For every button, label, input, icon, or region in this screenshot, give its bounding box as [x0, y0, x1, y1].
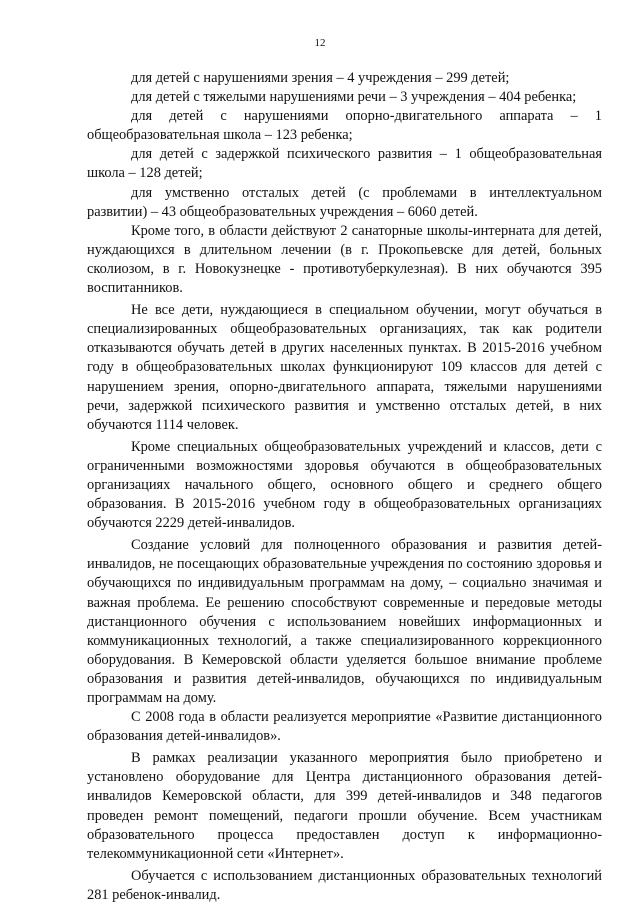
paragraph-home-education: Создание условий для полноценного образования и развития детей-инвалидов, не посещающих образовательные учреждения по состоянию здоровья и обучающихся по индивидуальным программам на дому, – социально значимая и важная проблема. Ее решению способствуют современные и передовые методы дистанционного обучения с использованием новейших информационных и коммуникационных технологий, а также специализированного коррекционного оборудования. В Кемеровской области уделяется большое внимание проблеме образования и развития детей-инвалидов, обучающихся по индивидуальным программам на дому. [87, 537, 602, 706]
paragraph-special-classes: Не все дети, нуждающиеся в специальном обучении, могут обучаться в специализированных общеобразовательных организациях, так как родители отказываются обучать детей в других населенных пунктах. В 2015-2016 учебном году в общеобразовательных школах функционируют 109 классов для детей с нарушением зрения, опорно-двигательного аппарата, тяжелыми нарушениями речи, задержкой психического развития и умственно отсталых детей, в них обучаются 1114 человек. [87, 302, 602, 433]
paragraph-sanatorium-schools: Кроме того, в области действуют 2 санаторные школы-интерната для детей, нуждающихся в длительном лечении (в г. Прокопьевске для детей, больных сколиозом, в г. Новокузнецке - противотуберкулезная). В них обучаются 395 воспитанников. [87, 222, 602, 297]
list-item-musculoskeletal: для детей с нарушениями опорно-двигательного аппарата – 1 общеобразовательная школа – 123 ребенка; [87, 108, 602, 144]
list-item-intellectual: для умственно отсталых детей (с проблемами в интеллектуальном развитии) – 43 общеобразовательных учреждения – 6060 детей. [87, 184, 602, 220]
paragraph-equipment: В рамках реализации указанного мероприятия было приобретено и установлено оборудование для Центра дистанционного образования детей-инвалидов Кемеровской области, для 399 детей-инвалидов и 348 педагогов проведен ремонт помещений, педагоги прошли обучение. Всем участникам образовательного процесса предоставлен доступ к информационно-телекоммуникационной сети «Интернет». [87, 750, 602, 862]
list-item-speech: для детей с тяжелыми нарушениями речи – 3 учреждения – 404 ребенка; [131, 89, 577, 106]
page-number: 12 [314, 37, 326, 49]
paragraph-students-count: Обучается с использованием дистанционных образовательных технологий 281 ребенок-инвалид. [87, 867, 602, 903]
list-item-developmental-delay: для детей с задержкой психического развития – 1 общеобразовательная школа – 128 детей; [87, 146, 602, 182]
paragraph-inclusive-education: Кроме специальных общеобразовательных учреждений и классов, дети с ограниченными возможностями здоровья обучаются в общеобразовательных организациях начального общего, основного общего и среднего общего образования. В 2015-2016 учебном году в общеобразовательных организациях обучаются 2229 детей-инвалидов. [87, 438, 602, 532]
document-body [87, 69, 602, 905]
paragraph-distance-program: С 2008 года в области реализуется мероприятие «Развитие дистанционного образования детей-инвалидов». [87, 709, 602, 745]
list-item-vision: для детей с нарушениями зрения – 4 учреждения – 299 детей; [131, 70, 510, 86]
